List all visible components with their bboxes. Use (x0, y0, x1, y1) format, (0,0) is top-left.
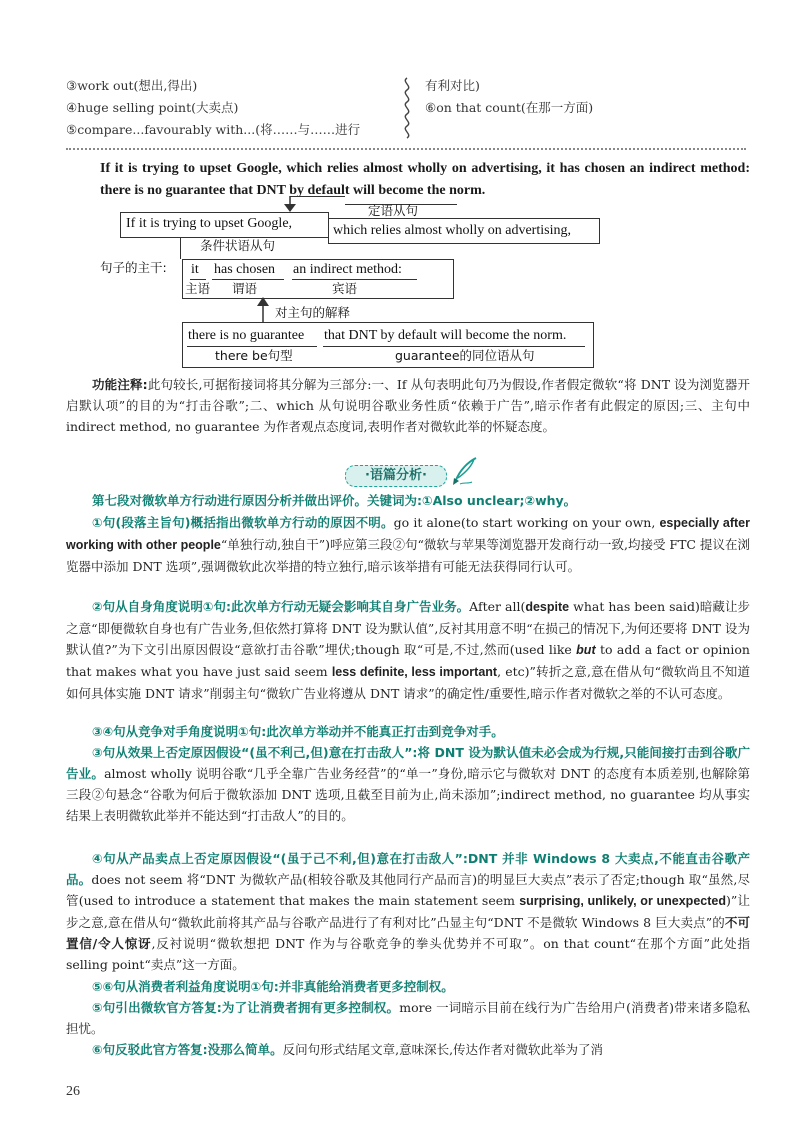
para-sentence-2-topic: ②句从自身角度说明①句:此次单方行动无疑会影响其自身广告业务。 (92, 599, 470, 614)
para-sentence-4-b: surprising, unlikely, or unexpected (519, 894, 726, 908)
para-sentence-56 (66, 976, 750, 997)
para-sentence-4-c: )”让步之意,意在借从句“微软此前将其产品与谷歌产品进行了有利对比”凸显主句“DNT 不是微软 Windows 8 巨大卖点”的 (66, 893, 750, 930)
para-sentence-6-a: 反问句形式结尾文章,意味深长,传达作者对微软此举为了消 (282, 1042, 604, 1057)
para-sentence-2 (66, 596, 750, 704)
para-overview-text: 第七段对微软单方行动进行原因分析并做出评价。关键词为:①Also unclear;②why。 (92, 493, 577, 508)
appositive-underline (323, 346, 585, 347)
there-be-label: there be句型 (215, 348, 293, 363)
cond-clause-text: If it is trying to upset Google, (126, 216, 293, 231)
para-sentence-5 (66, 997, 750, 1039)
para-sentence-3-a: almost wholly 说明谷歌“几乎全靠广告业务经营”的“单一”身份,暗示它与微软对 DNT 的态度有本质差别,也解除第三段②句悬念“谷歌为何后于微软添加 DNT 选项,且截至目前为止,尚未添加”;indirect method, no guarantee 均从事实结果上表明微软此举并不能达到“打击敌人”的目的。 (66, 766, 750, 823)
para-sentence-4-e: ,反衬说明“微软想把 DNT 作为与谷歌竞争的拳头优势并不可取”。on that count“在那个方面”此处指 selling point“卖点”这一方面。 (66, 936, 750, 972)
para-sentence-4 (66, 848, 750, 975)
vocab-item-5-cont: 有利对比) (425, 78, 480, 93)
arrow-up-explain (255, 296, 271, 322)
para-sentence-2-a: After all( (469, 599, 526, 614)
object-underline (292, 279, 417, 280)
there-be-text: there is no guarantee (188, 328, 305, 343)
dotted-divider (66, 148, 746, 150)
arrow-down-to-google (280, 196, 300, 216)
para-sentence-4-a: does not seem 将“DNT 为微软产品(相较谷歌及其他同行产品而言)的明显巨大卖点”表示了否定;though 取“虽然,尽管(used to introduce a statement that makes the main statement seem (66, 872, 750, 908)
verb-words: has chosen (214, 262, 276, 277)
section-title-banner: ·语篇分析· (345, 465, 447, 487)
attr-clause-label: 定语从句 (368, 203, 419, 218)
para-sentence-34 (66, 721, 750, 742)
object-words: an indirect method: (293, 262, 402, 277)
main-clause-label: 句子的主干: (100, 260, 167, 275)
rel-clause-text: which relies almost wholly on advertising, (333, 223, 571, 238)
para-sentence-2-b: despite (525, 600, 570, 614)
there-be-underline (187, 346, 317, 347)
para-sentence-2-e: to add a fact or opinion that makes what you have just said seem (66, 642, 750, 679)
para-sentence-56-text: ⑤⑥句从消费者利益角度说明①句:并非真能给消费者更多控制权。 (92, 979, 454, 994)
verb-label: 谓语 (232, 281, 258, 296)
cond-clause-label: 条件状语从句 (200, 238, 276, 253)
page-number: 26 (66, 1084, 80, 1099)
para-sentence-6 (66, 1039, 750, 1060)
vocab-item-6: ⑥on that count(在那一方面) (425, 100, 594, 115)
para-overview (66, 490, 750, 511)
para-sentence-1-c: “单独行动,独自干”)呼应第三段②句“微软与苹果等浏览器开发商行动一致,均接受 FTC 提议在浏览器中添加 DNT 选项”,强调微软此次举措的特立独行,暗示该举措有可能无法获得同行认可。 (66, 537, 750, 574)
function-note-text: 此句较长,可据衔接词将其分解为三部分:一、If 从句表明此句乃为假设,作者假定微软“将 DNT 设为浏览器开启默认项”的目的为“打击谷歌”;二、which 从句说明谷歌业务性质“依赖于广告”,暗示作者有此假定的原因;三、主句中 indirect method, no guarantee 为作者观点态度词,表明作者对微软此举的怀疑态度。 (66, 377, 750, 434)
cond-connector (180, 237, 181, 259)
subject-word: it (191, 262, 199, 277)
function-note (66, 374, 750, 437)
explain-label: 对主句的解释 (275, 305, 351, 320)
para-sentence-1 (66, 512, 750, 577)
attr-connector (290, 196, 345, 197)
pen-icon (450, 456, 478, 486)
para-sentence-2-g: , etc)”转折之意,意在借从句“微软尚且不知道如何具体实施 DNT 请求”削弱主句“微软广告业将遵从 DNT 请求”的确定性/重要性,暗示作者对微软之举的不认可态度。 (66, 664, 751, 701)
para-sentence-1-topic: ①句(段落主旨句)概括指出微软单方行动的原因不明。 (92, 515, 394, 530)
para-sentence-5-a: more 一词暗示目前在线行为广告给用户(消费者)带来诸多隐私担忧。 (66, 1000, 750, 1036)
vocab-item-5: ⑤compare...favourably with...(将……与……进行 (66, 122, 361, 137)
para-sentence-4-d: 不可置信/令人惊讶 (66, 915, 750, 951)
subject-label: 主语 (185, 281, 211, 296)
para-sentence-34-text: ③④句从竞争对手角度说明①句:此次单方举动并不能真正打击到竞争对手。 (92, 724, 504, 739)
para-sentence-2-f: less definite, less important (331, 665, 498, 679)
subject-underline (190, 279, 206, 280)
object-label: 宾语 (332, 281, 358, 296)
para-sentence-3 (66, 742, 750, 826)
para-sentence-2-c: what has been said)暗藏让步之意“即便微软自身也有广告业务,但依然打算将 DNT 设为默认值”,反衬其用意不明“在损己的情况下,为何还要将 DNT 设为默认值?”为下文引出原因假设“意欲打击谷歌”埋伏;though 取“可是,不过,然而(used like (66, 599, 750, 657)
para-sentence-2-d: but (576, 643, 596, 657)
para-sentence-1-a: go it alone(to start working on your own, (393, 515, 660, 530)
para-sentence-1-b: especially after working with other people (66, 516, 750, 552)
vocab-item-4: ④huge selling point(大卖点) (66, 100, 239, 115)
vocab-item-3: ③work out(想出,得出) (66, 78, 198, 93)
para-sentence-5-topic: ⑤句引出微软官方答复:为了让消费者拥有更多控制权。 (92, 1000, 400, 1015)
appositive-label: guarantee的同位语从句 (395, 348, 535, 363)
function-note-label: 功能注释: (92, 377, 148, 392)
para-sentence-4-topic: ④句从产品卖点上否定原因假设“(虽于己不利,但)意在打击敌人”:DNT 并非 Windows 8 大卖点,不能直击谷歌产品。 (66, 851, 750, 887)
spiral-binding-divider (400, 76, 414, 140)
key-sentence: If it is trying to upset Google, which relies almost wholly on advertising, it has chosen an indirect method: there is no guarantee that DNT by default will become the norm. (100, 161, 750, 198)
appositive-text: that DNT by default will become the norm. (324, 328, 567, 343)
para-sentence-6-topic: ⑥句反驳此官方答复:没那么简单。 (92, 1042, 283, 1057)
para-sentence-3-topic: ③句从效果上否定原因假设“(虽不利己,但)意在打击敌人”:将 DNT 设为默认值未必会成为行规,只能间接打击到谷歌广告业。 (66, 745, 750, 781)
verb-underline (212, 279, 284, 280)
